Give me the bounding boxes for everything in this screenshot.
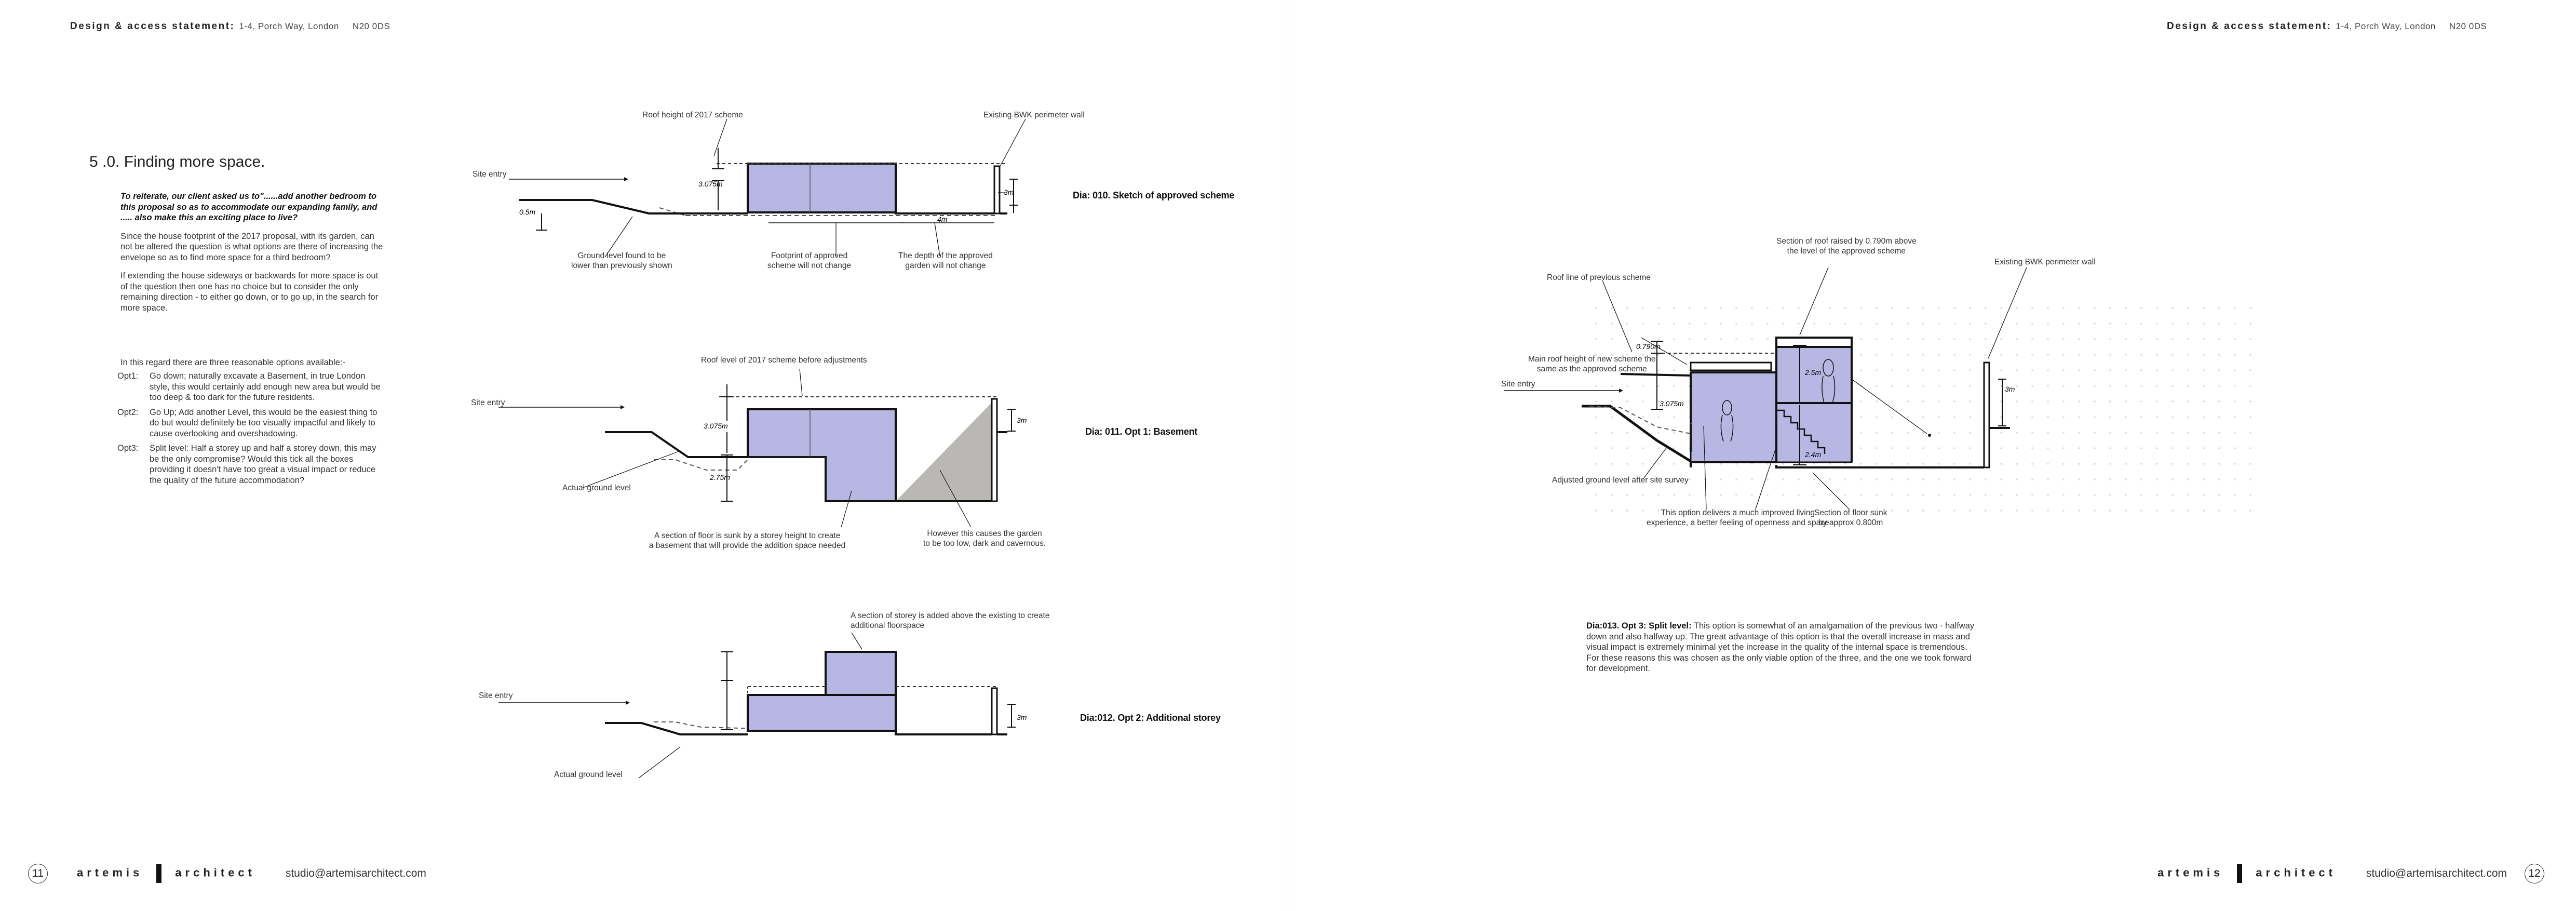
label-roof-raised: Section of roof raised by 0.790m above the level of the approved scheme <box>1776 237 1917 256</box>
header-postcode: N20 0DS <box>2449 21 2487 31</box>
brand-name: artemis <box>2157 866 2224 879</box>
brand-suffix: architect <box>2256 866 2336 879</box>
label-main-roof: Main roof height of new scheme the same as the approved scheme <box>1528 355 1656 373</box>
section-sketch-012 <box>457 608 1267 789</box>
label-ground-level: Ground level found to be lower than previously shown <box>571 251 672 270</box>
svg-text:3.075m: 3.075m <box>1660 399 1684 408</box>
label-actual-ground: Actual ground level <box>554 770 623 779</box>
option-key: Opt2: <box>117 407 139 417</box>
label-roof-height: Roof height of 2017 scheme <box>642 111 743 119</box>
label-actual-ground: Actual ground level <box>562 484 631 492</box>
section-sketch-011 <box>457 353 1267 561</box>
paragraph-1: Since the house footprint of the 2017 proposal, with its garden, can not be altered the question is what options are there of increasing the envelope so as to find more space for a third bedroom? <box>120 231 383 262</box>
diagram-011 <box>457 353 1267 561</box>
svg-text:4m: 4m <box>937 215 948 223</box>
svg-text:3m: 3m <box>1004 188 1014 196</box>
intro-text <box>120 191 384 321</box>
svg-text:3.075m: 3.075m <box>698 180 723 188</box>
option-item <box>117 371 384 403</box>
svg-text:0.5m: 0.5m <box>519 208 536 216</box>
client-quote: To reiterate, our client asked us to"......add another bedroom to this proposal so as to accommodate our expanding family, and ..... also make this an exciting place to live? <box>120 192 377 222</box>
page-number: 11 <box>28 864 48 883</box>
page-number: 12 <box>2525 864 2544 883</box>
paragraph-2: If extending the house sideways or backwards for more space is out of the question then one has no choice but to consider the only remaining direction - to either go down, or to go up, in the search for more space. <box>120 271 379 313</box>
option-text: Go down; naturally excavate a Basement, in true London style, this would certainly add enough new area but would be too deep & too dark for the future residents. <box>150 371 381 402</box>
house-block <box>748 409 896 501</box>
house-block <box>748 695 896 731</box>
options-intro: In this regard there are three reasonable options available:- <box>120 358 345 367</box>
header-address: 1-4, Porch Way, London <box>2336 21 2436 31</box>
label-garden-low: However this causes the garden to be too low, dark and cavernous. <box>923 529 1046 548</box>
brand-name: artemis <box>77 866 143 879</box>
header-title: Design & access statement: <box>2167 21 2332 32</box>
label-site-entry: Site entry <box>479 691 513 700</box>
header-address: 1-4, Porch Way, London <box>239 21 339 31</box>
svg-text:2.75m: 2.75m <box>710 473 730 481</box>
caption-013-title: Dia:013. Opt 3: Split level: <box>1586 621 1692 631</box>
option-text: Split level: Half a storey up and half a storey down, this may be the only compromise? Would this tick all the boxes providing it doesn't have too great a visual impact or reduce the quality of the future accommodation? <box>150 444 376 485</box>
caption-013 <box>1586 621 1981 674</box>
caption-013-text: This option is somewhat of an amalgamation of the previous two - halfway down and also halfway up. The great advantage of this option is that the overall increase in mass and visual impact is extremely minimal yet the increase in the quality of the internal space is tremendous. For these reasons this was chosen as the only viable option of the three, and the one we took forward for development. <box>1586 621 1975 673</box>
caption-012: Dia:012. Opt 2: Additional storey <box>1080 713 1221 723</box>
svg-text:2.4m: 2.4m <box>1805 450 1822 459</box>
label-site-entry: Site entry <box>1501 380 1535 388</box>
garden-hatch <box>896 403 992 501</box>
svg-text:3m: 3m <box>2005 385 2015 393</box>
caption-011: Dia: 011. Opt 1: Basement <box>1085 426 1198 437</box>
label-floor-sunk: Section of floor sunk by approx 0.800m <box>1814 508 1887 527</box>
option-key: Opt1: <box>117 371 139 381</box>
left-header <box>70 21 390 32</box>
label-site-entry: Site entry <box>471 398 505 407</box>
option-key: Opt3: <box>117 444 139 453</box>
option-item <box>117 443 384 486</box>
house-block <box>748 164 896 212</box>
label-site-entry: Site entry <box>473 170 507 179</box>
diagram-012 <box>457 608 1267 789</box>
label-roof-level: Roof level of 2017 scheme before adjustments <box>701 356 867 365</box>
header-title: Design & access statement: <box>70 21 235 32</box>
label-garden-depth: The depth of the approved garden will not change <box>898 251 993 270</box>
brand-bar <box>156 864 161 883</box>
brand-suffix: architect <box>175 866 255 879</box>
label-sunk-floor: A section of floor is sunk by a storey height to create a basement that will provide the addition space needed <box>649 531 846 550</box>
option-text: Go Up; Add another Level, this would be the easiest thing to do but would definitely be too visually impactful and likely to cause overlooking and overshadowing. <box>150 407 377 438</box>
options-list <box>117 371 384 490</box>
svg-text:2.5m: 2.5m <box>1805 368 1822 377</box>
label-perimeter-wall: Existing BWK perimeter wall <box>983 111 1085 119</box>
header-postcode: N20 0DS <box>352 21 390 31</box>
label-perimeter-wall: Existing BWK perimeter wall <box>1994 258 2096 266</box>
caption-010: Dia: 010. Sketch of approved scheme <box>1073 190 1235 200</box>
brand-bar <box>2237 864 2242 883</box>
footer-email[interactable]: studio@artemisarchitect.com <box>2366 867 2507 879</box>
option-item <box>117 407 384 439</box>
svg-text:3.075m: 3.075m <box>704 422 728 430</box>
right-header <box>2167 21 2487 32</box>
label-adjusted-ground: Adjusted ground level after site survey <box>1552 476 1689 485</box>
label-footprint: Footprint of approved scheme will not change <box>767 251 852 270</box>
footer-email[interactable]: studio@artemisarchitect.com <box>285 867 426 879</box>
section-title: 5 .0. Finding more space. <box>89 153 265 170</box>
label-storey-added: A section of storey is added above the existing to create additional floorspace <box>851 611 1050 630</box>
right-page <box>1288 0 2576 911</box>
diagram-013 <box>1486 229 2420 551</box>
right-footer <box>2157 864 2507 883</box>
label-improved: This option delivers a much improved living experience, a better feeling of openness and space <box>1647 508 1829 527</box>
diagram-010 <box>457 101 1267 278</box>
label-prev-roof: Roof line of previous scheme <box>1547 273 1651 282</box>
svg-text:0.790m: 0.790m <box>1636 342 1661 351</box>
svg-text:3m: 3m <box>1017 416 1027 424</box>
svg-text:3m: 3m <box>1017 713 1027 721</box>
raised-roof <box>1776 338 1852 347</box>
left-footer <box>77 864 426 883</box>
